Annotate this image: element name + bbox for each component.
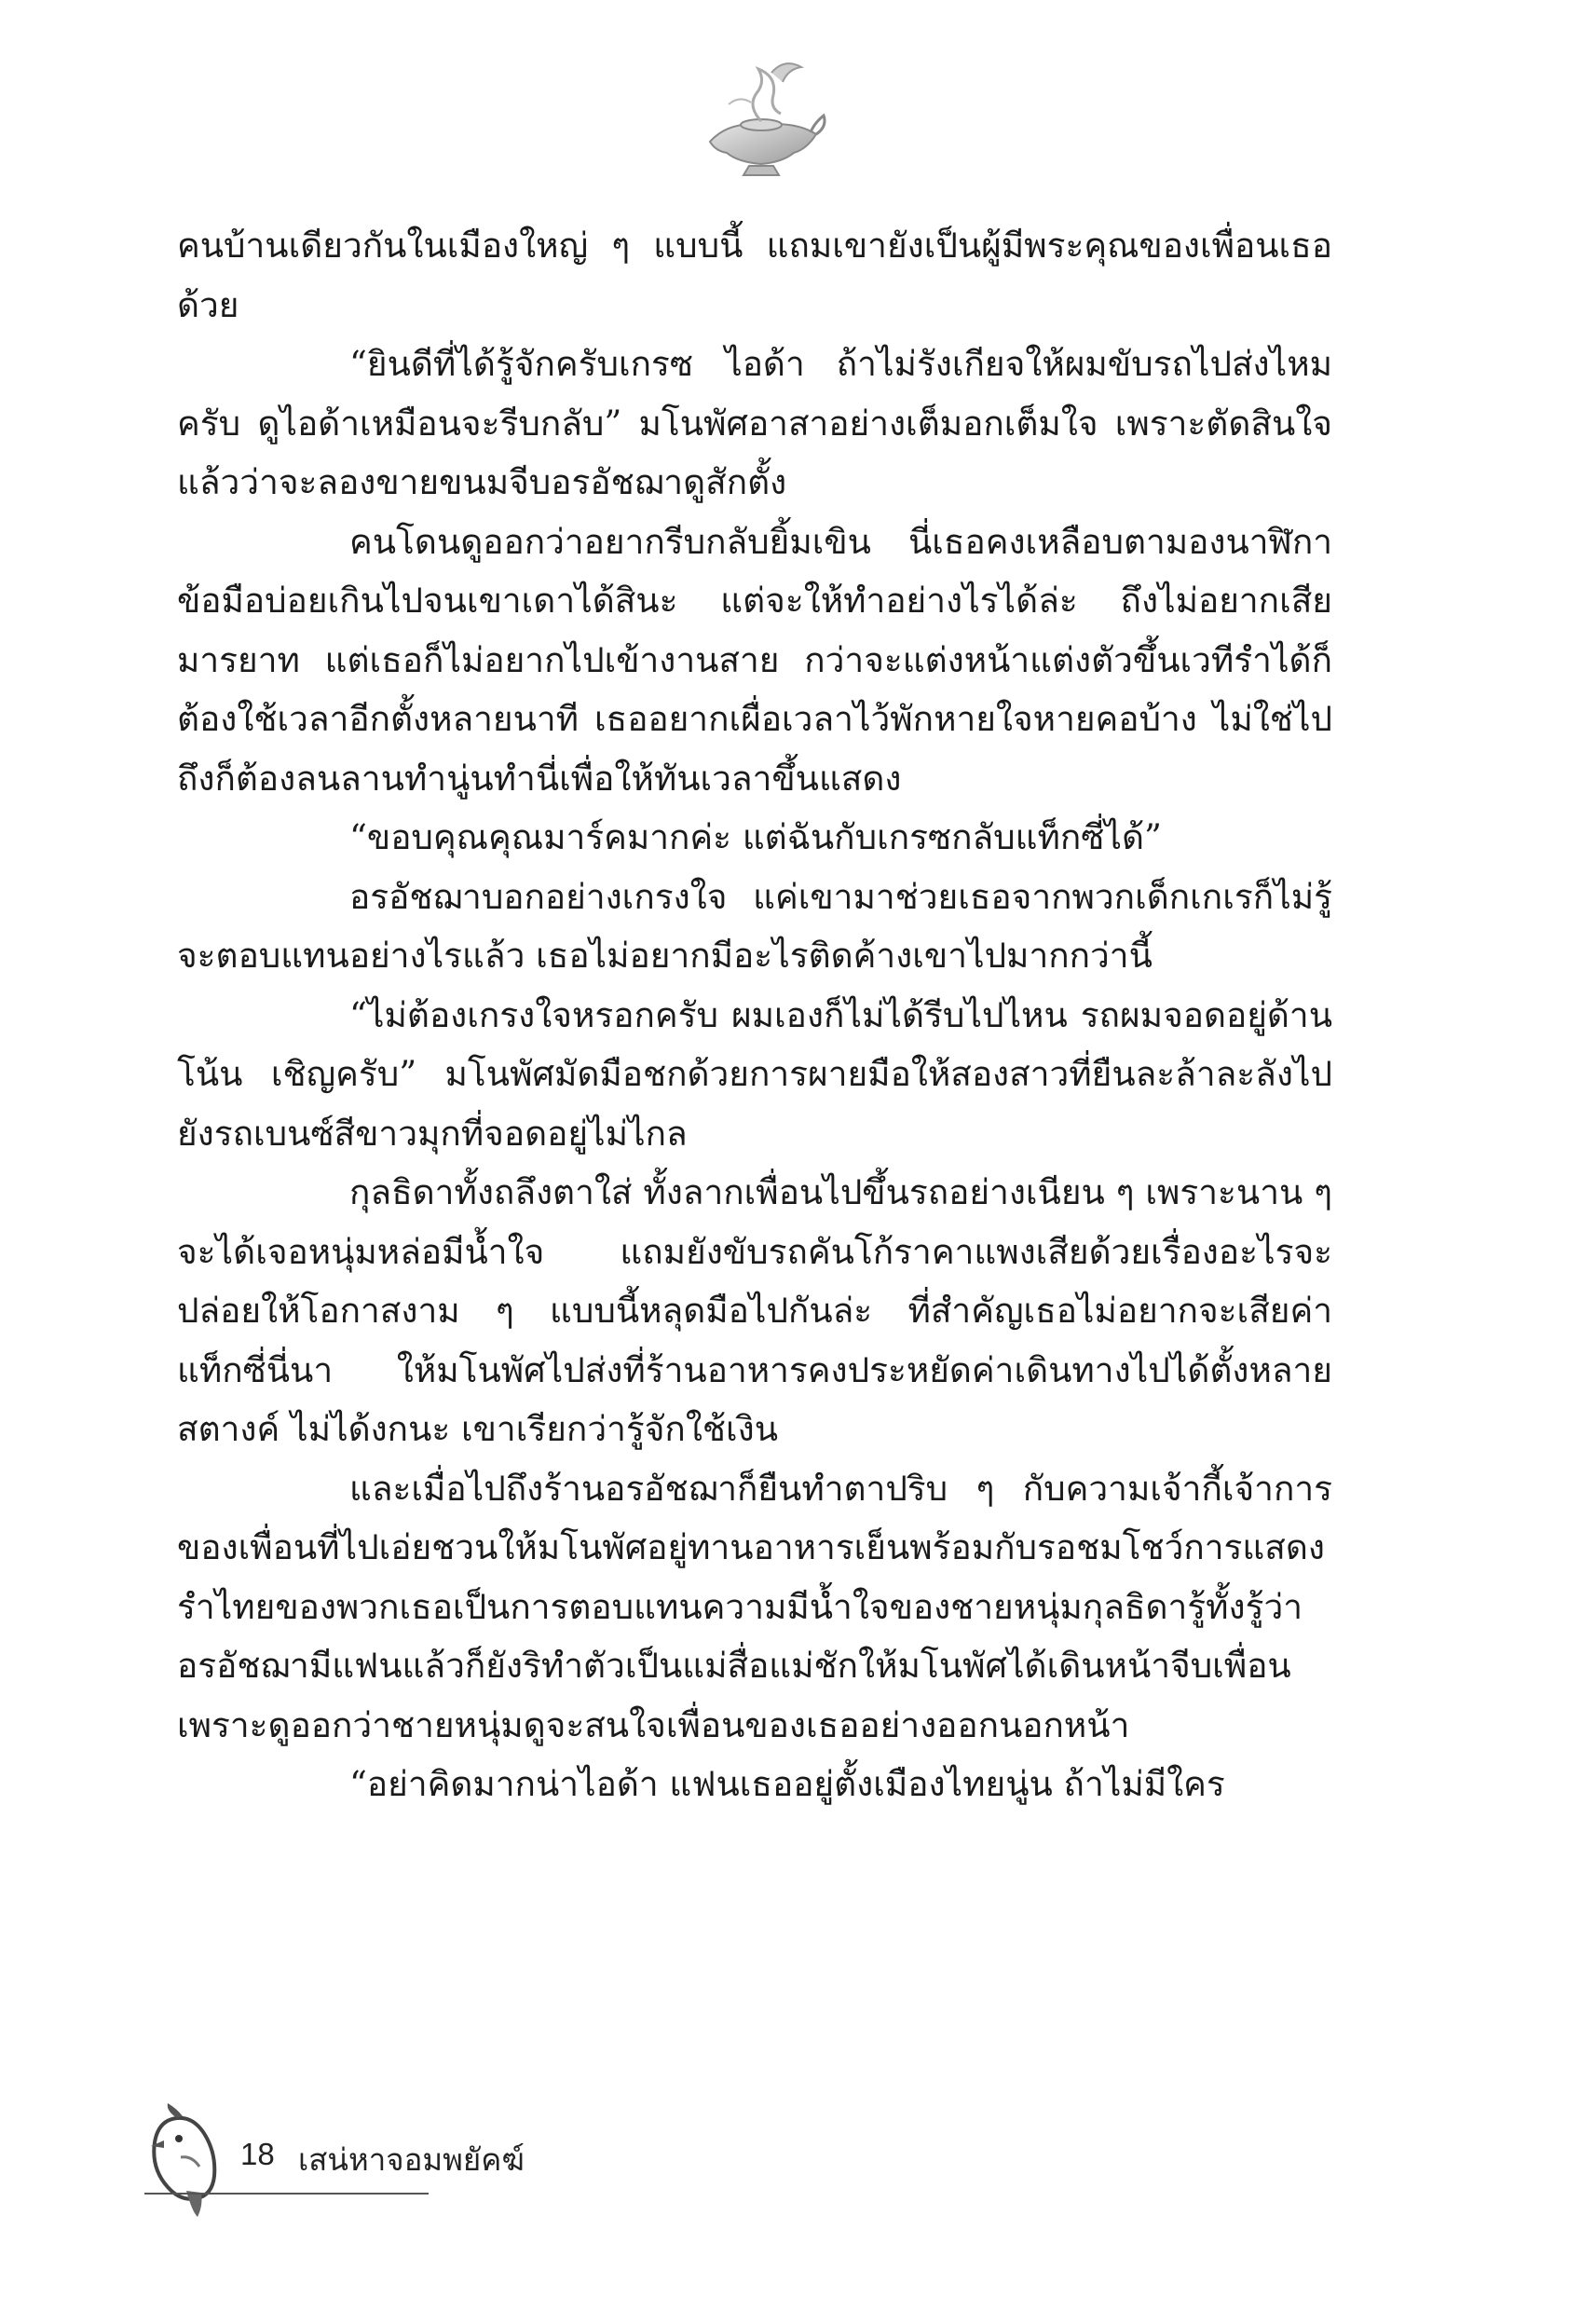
paragraph: “ขอบคุณคุณมาร์คมากค่ะ แต่ฉันกับเกรซกลับแท็กซี่ได้” [349,817,1162,857]
paragraph: กุลธิดาทั้งถลึงตาใส่ ทั้งลากเพื่อนไปขึ้นรถอย่างเนียน ๆ เพราะนาน ๆ จะได้เจอหนุ่มหล่อมีน้ำใจ แถมยังขับรถคันโก้ราคาแพงเสียด้วยเรื่องอะไรจะปล่อยให้โอกาสงาม ๆ แบบนี้หลุดมือไปกันล่ะ ที่สำคัญเธอไม่อยากจะเสียค่าแท็กซี่นี่นา ให้มโนพัศไปส่งที่ร้านอาหารคงประหยัดค่าเดินทางไปได้ตั้งหลายสตางค์ ไม่ได้งกนะ เขาเรียกว่ารู้จักใช้เงิน [177,1172,1332,1449]
paragraph: “ไม่ต้องเกรงใจหรอกครับ ผมเองก็ไม่ได้รีบไปไหน รถผมจอดอยู่ด้านโน้น เชิญครับ” มโนพัศมัดมือชกด้วยการผายมือให้สองสาวที่ยืนละล้าละลังไปยังรถเบนซ์สีขาวมุกที่จอดอยู่ไม่ไกล [177,994,1332,1154]
paragraph: คนบ้านเดียวกันในเมืองใหญ่ ๆ แบบนี้ แถมเขายังเป็นผู้มีพระคุณของเพื่อนเธอด้วย [177,226,1332,325]
body-text [177,216,1332,1814]
genie-lamp-icon [691,48,831,188]
paragraph: และเมื่อไปถึงร้านอรอัชฌาก็ยืนทำตาปริบ ๆ กับความเจ้ากี้เจ้าการของเพื่อนที่ไปเอ่ยชวนให้มโนพัศอยู่ทานอาหารเย็นพร้อมกับรอชมโชว์การแสดงรำไทยของพวกเธอเป็นการตอบแทนความมีน้ำใจของชายหนุ่มกุลธิดารู้ทั้งรู้ว่าอรอัชฌามีแฟนแล้วก็ยังริทำตัวเป็นแม่สื่อแม่ชักให้มโนพัศได้เดินหน้าจีบเพื่อน เพราะดูออกว่าชายหนุ่มดูจะสนใจเพื่อนของเธออย่างออกนอกหน้า [177,1468,1332,1745]
page-number: 18 [240,2137,275,2171]
paragraph: อรอัชฌาบอกอย่างเกรงใจ แค่เขามาช่วยเธอจากพวกเด็กเกเรก็ไม่รู้จะตอบแทนอย่างไรแล้ว เธอไม่อยากมีอะไรติดค้างเขาไปมากกว่านี้ [177,876,1332,976]
footer-divider [144,2193,429,2195]
bird-icon [140,2101,242,2222]
paragraph: “ยินดีที่ได้รู้จักครับเกรซ ไอด้า ถ้าไม่รังเกียจให้ผมขับรถไปส่งไหมครับ ดูไอด้าเหมือนจะรีบกลับ” มโนพัศอาสาอย่างเต็มอกเต็มใจ เพราะตัดสินใจแล้วว่าจะลองขายขนมจีบอรอัชฌาดูสักตั้ง [177,344,1332,502]
book-title: เสน่หาจอมพยัคฆ์ [298,2141,525,2178]
page-footer [140,2101,568,2222]
paragraph: “อย่าคิดมากน่าไอด้า แฟนเธออยู่ตั้งเมืองไทยนู่น ถ้าไม่มีใคร [349,1764,1225,1804]
paragraph: คนโดนดูออกว่าอยากรีบกลับยิ้มเขิน นี่เธอคงเหลือบตามองนาฬิกาข้อมือบ่อยเกินไปจนเขาเดาได้สินะ แต่จะให้ทำอย่างไรได้ล่ะ ถึงไม่อยากเสียมารยาท แต่เธอก็ไม่อยากไปเข้างานสาย กว่าจะแต่งหน้าแต่งตัวขึ้นเวทีรำได้ก็ต้องใช้เวลาอีกตั้งหลายนาที เธออยากเผื่อเวลาไว้พักหายใจหายคอบ้าง ไม่ใช่ไปถึงก็ต้องลนลานทำนู่นทำนี่เพื่อให้ทันเวลาขึ้นแสดง [177,521,1332,799]
